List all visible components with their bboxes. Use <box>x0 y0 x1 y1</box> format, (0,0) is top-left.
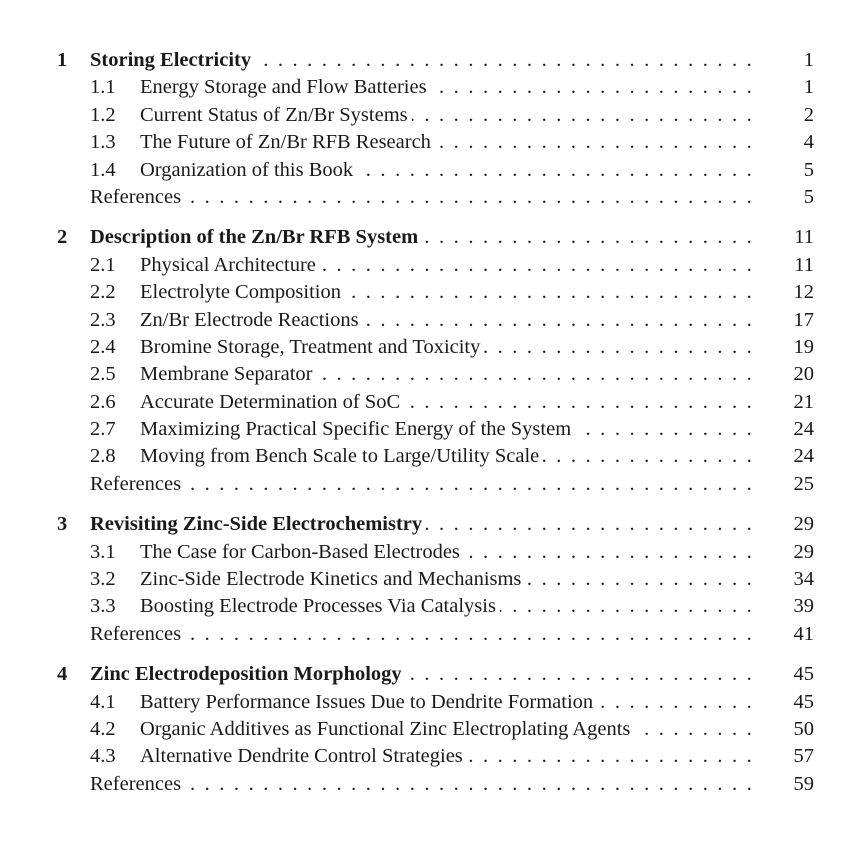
chapter-title-leader <box>90 47 754 74</box>
section-title-leader <box>140 743 754 770</box>
page-number: 39 <box>793 595 814 618</box>
chapter-title: Description of the Zn/Br RFB System <box>90 226 422 248</box>
section-title: Zn/Br Electrode Reactions <box>140 309 363 331</box>
chapter-number: 3 <box>57 513 68 536</box>
references-title: References <box>90 773 185 795</box>
section-title-leader <box>140 252 754 279</box>
references-title: References <box>90 623 185 645</box>
page-number: 17 <box>793 308 814 331</box>
section-title-leader <box>140 443 754 470</box>
references-title-leader <box>90 621 754 648</box>
section-entry[interactable] <box>0 539 866 566</box>
chapter-number: 1 <box>57 49 68 71</box>
section-number: 2.3 <box>90 308 116 331</box>
section-title: Energy Storage and Flow Batteries <box>140 76 431 98</box>
references-entry[interactable] <box>0 771 866 798</box>
references-entry[interactable] <box>0 471 866 498</box>
section-title: Alternative Dendrite Control Strategies <box>140 745 467 767</box>
section-entry[interactable] <box>0 443 866 470</box>
chapter-title: Zinc Electrodeposition Morphology <box>90 663 406 685</box>
page-number: 5 <box>803 158 814 181</box>
section-title: Battery Performance Issues Due to Dendrite Formation <box>140 691 597 713</box>
page-number: 11 <box>794 226 814 249</box>
page-number: 29 <box>793 540 814 563</box>
page-number: 2 <box>803 103 814 126</box>
page-number: 57 <box>793 745 814 768</box>
page-number: 50 <box>793 717 814 740</box>
section-number: 2.2 <box>90 281 116 304</box>
section-number: 4.3 <box>90 745 116 768</box>
page-number: 4 <box>803 131 814 154</box>
section-entry[interactable] <box>0 279 866 306</box>
section-entry[interactable] <box>0 252 866 279</box>
references-entry[interactable] <box>0 621 866 648</box>
references-entry[interactable] <box>0 184 866 211</box>
section-entry[interactable] <box>0 416 866 443</box>
page-number: 11 <box>794 253 814 276</box>
section-entry[interactable] <box>0 743 866 770</box>
section-entry[interactable] <box>0 157 866 184</box>
section-title-leader <box>140 334 754 361</box>
chapter-title-leader <box>90 224 754 251</box>
section-number: 3.1 <box>90 540 116 563</box>
section-title-leader <box>140 389 754 416</box>
section-entry[interactable] <box>0 74 866 101</box>
section-number: 3.3 <box>90 595 116 618</box>
page-number: 19 <box>793 335 814 358</box>
chapter-title-leader <box>90 661 754 688</box>
section-title-leader <box>140 102 754 129</box>
section-title-leader <box>140 157 754 184</box>
table-of-contents <box>0 47 866 811</box>
section-title: Organic Additives as Functional Zinc Electroplating Agents <box>140 718 634 740</box>
page-number: 45 <box>793 690 814 713</box>
chapter-heading[interactable] <box>0 47 866 74</box>
chapter-heading[interactable] <box>0 224 866 251</box>
section-title: Boosting Electrode Processes Via Catalysis <box>140 595 500 617</box>
section-title: Electrolyte Composition <box>140 281 345 303</box>
section-number: 2.6 <box>90 390 116 413</box>
references-title: References <box>90 186 185 208</box>
section-title-leader <box>140 689 754 716</box>
page-number: 59 <box>793 772 814 795</box>
page-number: 1 <box>803 49 814 71</box>
section-entry[interactable] <box>0 307 866 334</box>
section-title-leader <box>140 539 754 566</box>
section-title: Zinc-Side Electrode Kinetics and Mechanisms <box>140 568 525 590</box>
section-title: Membrane Separator <box>140 363 316 385</box>
chapter-number: 4 <box>57 663 68 686</box>
section-entry[interactable] <box>0 716 866 743</box>
section-title: The Case for Carbon-Based Electrodes <box>140 541 464 563</box>
section-title-leader <box>140 361 754 388</box>
section-number: 2.1 <box>90 253 116 276</box>
page-number: 5 <box>803 185 814 208</box>
section-entry[interactable] <box>0 593 866 620</box>
section-number: 4.2 <box>90 717 116 740</box>
section-number: 4.1 <box>90 690 116 713</box>
section-title-leader <box>140 307 754 334</box>
section-entry[interactable] <box>0 334 866 361</box>
chapter-heading[interactable] <box>0 511 866 538</box>
section-number: 1.2 <box>90 103 116 126</box>
section-title-leader <box>140 279 754 306</box>
toc-chapter <box>0 224 866 498</box>
section-title: Organization of this Book <box>140 159 357 181</box>
toc-chapter <box>0 47 866 211</box>
section-entry[interactable] <box>0 389 866 416</box>
section-entry[interactable] <box>0 689 866 716</box>
page-number: 21 <box>793 390 814 413</box>
references-title: References <box>90 473 185 495</box>
section-title-leader <box>140 716 754 743</box>
section-title: Accurate Determination of SoC <box>140 391 404 413</box>
section-title: The Future of Zn/Br RFB Research <box>140 131 435 153</box>
page-number: 41 <box>793 622 814 645</box>
section-entry[interactable] <box>0 566 866 593</box>
section-number: 2.7 <box>90 418 116 441</box>
references-title-leader <box>90 771 754 798</box>
page-number: 29 <box>793 513 814 536</box>
section-number: 1.1 <box>90 76 116 99</box>
chapter-title: Storing Electricity <box>90 49 255 71</box>
section-number: 2.4 <box>90 335 116 358</box>
chapter-title: Revisiting Zinc-Side Electrochemistry <box>90 513 426 535</box>
chapter-number: 2 <box>57 226 68 249</box>
page-number: 24 <box>793 445 814 468</box>
section-title-leader <box>140 416 754 443</box>
page-number: 25 <box>793 472 814 495</box>
section-number: 2.8 <box>90 445 116 468</box>
section-title: Current Status of Zn/Br Systems <box>140 104 412 126</box>
references-title-leader <box>90 471 754 498</box>
section-title-leader <box>140 74 754 101</box>
page-number: 12 <box>793 281 814 304</box>
section-title: Moving from Bench Scale to Large/Utility Scale <box>140 445 543 467</box>
chapter-heading[interactable] <box>0 661 866 688</box>
toc-chapter <box>0 511 866 648</box>
section-title: Maximizing Practical Specific Energy of the System <box>140 418 575 440</box>
section-number: 3.2 <box>90 568 116 591</box>
section-entry[interactable] <box>0 102 866 129</box>
page-number: 1 <box>803 76 814 99</box>
section-number: 2.5 <box>90 363 116 386</box>
page-number: 24 <box>793 418 814 441</box>
page-number: 34 <box>793 568 814 591</box>
section-number: 1.3 <box>90 131 116 154</box>
chapter-title-leader <box>90 511 754 538</box>
section-title: Physical Architecture <box>140 254 320 276</box>
section-number: 1.4 <box>90 158 116 181</box>
section-title-leader <box>140 566 754 593</box>
section-entry[interactable] <box>0 129 866 156</box>
page-number: 45 <box>793 663 814 686</box>
toc-chapter <box>0 661 866 798</box>
section-entry[interactable] <box>0 361 866 388</box>
section-title-leader <box>140 129 754 156</box>
references-title-leader <box>90 184 754 211</box>
section-title-leader <box>140 593 754 620</box>
section-title: Bromine Storage, Treatment and Toxicity <box>140 336 484 358</box>
page-number: 20 <box>793 363 814 386</box>
